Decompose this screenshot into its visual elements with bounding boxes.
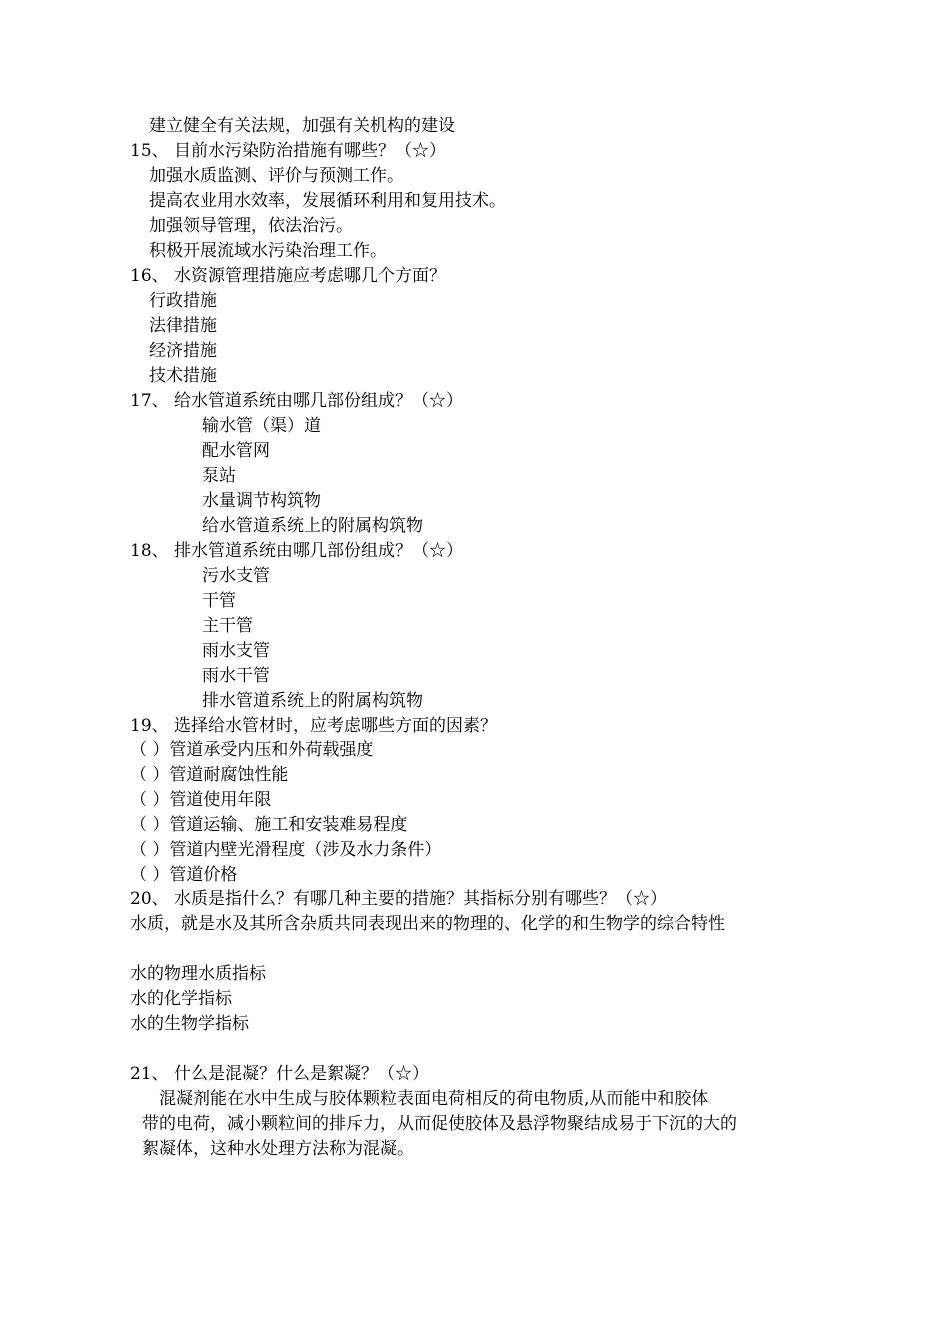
question-19 [130,714,497,738]
answer-line: 污水支管 [202,566,270,586]
answer-line: 主干管 [202,616,253,636]
question-15 [130,139,446,163]
paragraph-line: 带的电荷，减小颗粒间的排斥力，从而促使胶体及悬浮物聚结成易于下沉的大的 [142,1114,737,1134]
question-number: 18、 [130,541,169,561]
question-number: 21、 [130,1064,169,1084]
answer-line: 水的化学指标 [130,989,232,1009]
answer-line: 加强领导管理，依法治污。 [149,216,353,236]
question-number: 15、 [130,141,169,161]
definition-line: 水质，就是水及其所含杂质共同表现出来的物理的、化学的和生物学的综合特性 [130,914,725,934]
question-number: 19、 [130,716,169,736]
answer-line: 行政措施 [149,291,217,311]
answer-line: 配水管网 [202,441,270,461]
question-text: 水资源管理措施应考虑哪几个方面？ [174,266,446,286]
question-text: 什么是混凝？什么是絮凝？（☆） [174,1064,429,1084]
text-line: 建立健全有关法规，加强有关机构的建设 [149,116,455,136]
question-20 [130,887,667,911]
paragraph-line: 絮凝体，这种水处理方法称为混凝。 [142,1139,414,1159]
answer-line: 泵站 [202,466,236,486]
checklist-item: （ ）管道内壁光滑程度（涉及水力条件） [130,840,442,860]
answer-line: 干管 [202,591,236,611]
answer-line: 水的生物学指标 [130,1014,249,1034]
question-number: 17、 [130,391,169,411]
checklist-item: （ ）管道运输、施工和安装难易程度 [130,815,408,835]
answer-line: 积极开展流域水污染治理工作。 [149,241,387,261]
question-number: 16、 [130,266,169,286]
question-text: 目前水污染防治措施有哪些？（☆） [174,141,446,161]
answer-line: 给水管道系统上的附属构筑物 [202,516,423,536]
answer-line: 排水管道系统上的附属构筑物 [202,691,423,711]
question-16 [130,264,446,288]
answer-line: 雨水支管 [202,641,270,661]
answer-line: 水的物理水质指标 [130,964,266,984]
checklist-item: （ ）管道使用年限 [130,790,272,810]
answer-line: 法律措施 [149,316,217,336]
answer-line: 输水管（渠）道 [202,416,321,436]
question-18 [130,539,463,563]
question-text: 给水管道系统由哪几部份组成？（☆） [174,391,463,411]
answer-line: 雨水干管 [202,666,270,686]
question-17 [130,389,463,413]
question-text: 选择给水管材时，应考虑哪些方面的因素？ [174,716,497,736]
checklist-item: （ ）管道耐腐蚀性能 [130,765,289,785]
checklist-item: （ ）管道价格 [130,865,238,885]
answer-line: 加强水质监测、评价与预测工作。 [149,166,404,186]
question-text: 水质是指什么？有哪几种主要的措施？其指标分别有哪些？（☆） [174,889,667,909]
answer-line: 水量调节构筑物 [202,491,321,511]
checklist-item: （ ）管道承受内压和外荷载强度 [130,740,374,760]
answer-line: 技术措施 [149,366,217,386]
question-text: 排水管道系统由哪几部份组成？（☆） [174,541,463,561]
question-number: 20、 [130,889,169,909]
question-21 [130,1062,429,1086]
answer-line: 提高农业用水效率，发展循环利用和复用技术。 [149,191,506,211]
answer-line: 经济措施 [149,341,217,361]
paragraph-line: 混凝剂能在水中生成与胶体颗粒表面电荷相反的荷电物质,从而能中和胶体 [142,1089,709,1109]
